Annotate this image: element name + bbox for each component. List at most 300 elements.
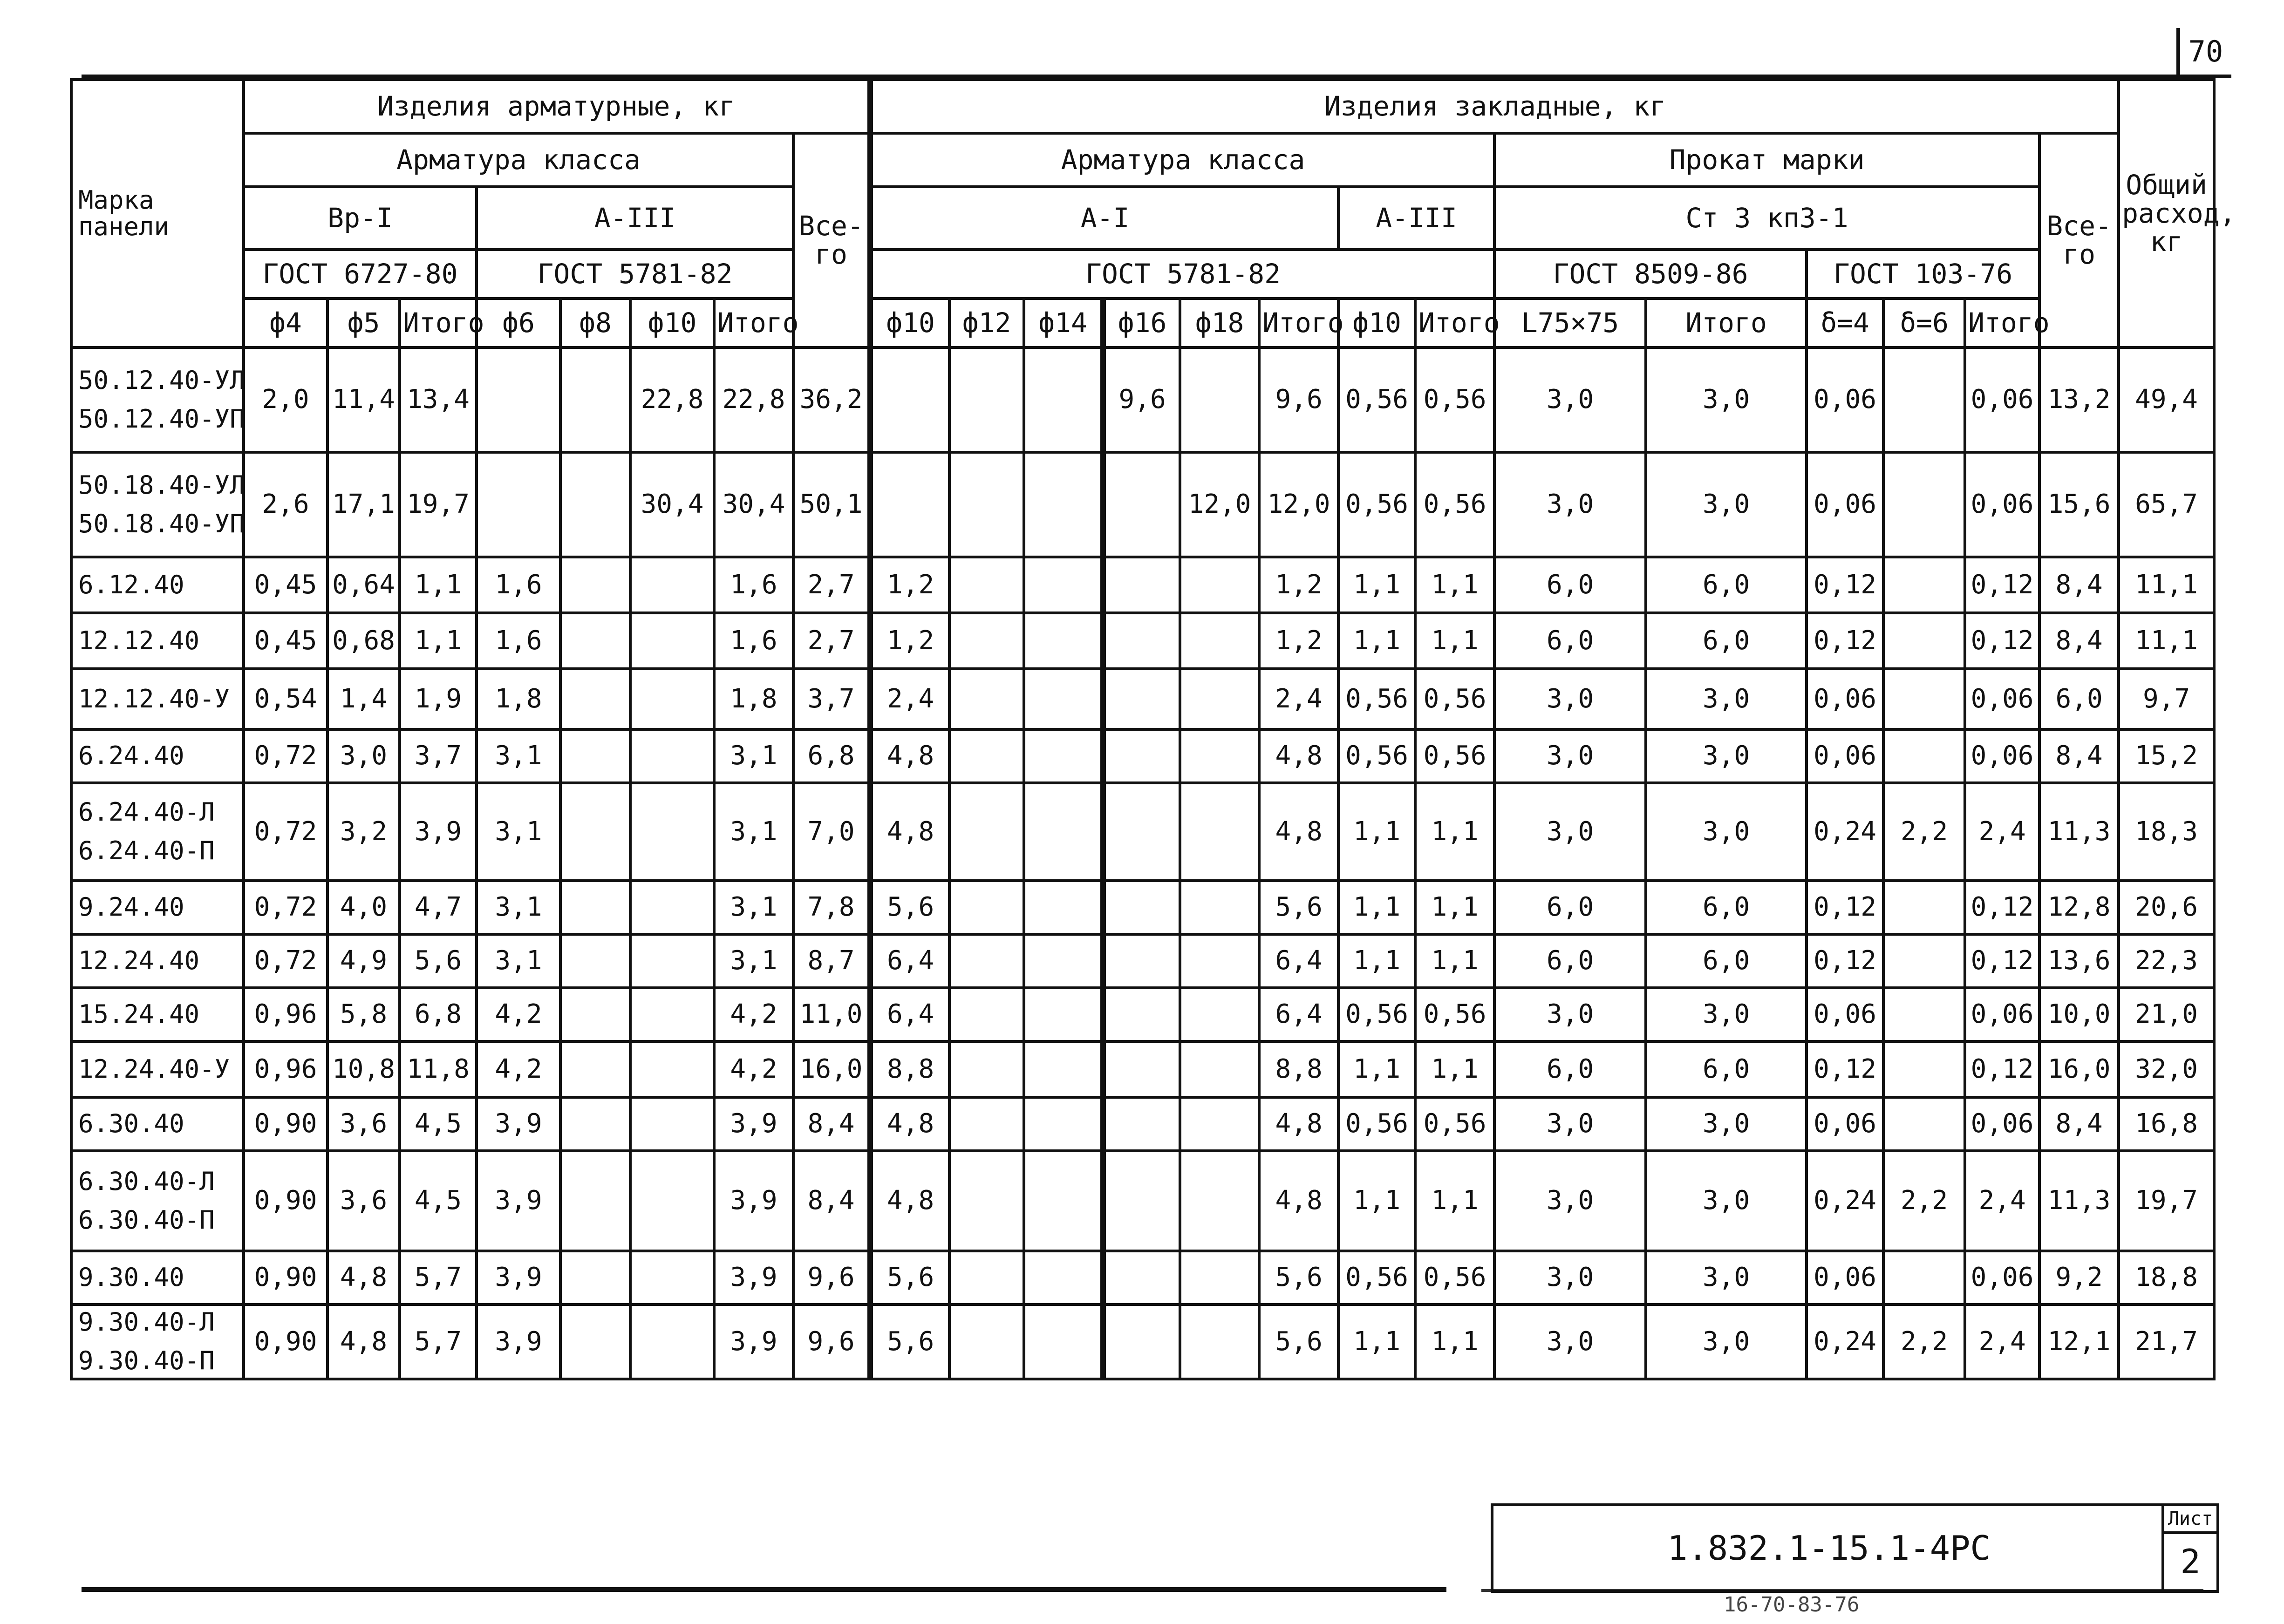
panel-mark [71,1251,244,1305]
table-cell: 0,56 [1338,729,1415,783]
table-cell [560,347,630,452]
table-cell: 2,4 [1259,669,1338,729]
table-cell: 6,0 [1646,613,1807,669]
table-cell: 2,2 [1883,1305,1965,1379]
table-cell: 1,1 [1415,1151,1494,1251]
panel-mark [71,934,244,988]
table-cell: 2,4 [1965,1151,2039,1251]
col-d8: ф8 [560,299,630,347]
table-row [71,613,2214,669]
panel-mark [71,881,244,934]
table-cell [949,1041,1024,1097]
table-cell [630,988,714,1041]
table-cell [949,1151,1024,1251]
table-cell: 8,4 [793,1097,870,1151]
table-cell: 50,1 [793,452,870,557]
table-cell [1024,1251,1103,1305]
table-cell [1103,1041,1180,1097]
table-cell [949,557,1024,613]
table-cell: 0,06 [1965,347,2039,452]
col-t-itogo: Итого [1965,299,2039,347]
table-cell: 3,9 [714,1151,793,1251]
table-cell: 1,1 [1415,613,1494,669]
table-cell [1103,613,1180,669]
table-cell: 0,12 [1807,613,1883,669]
table-cell [1180,1305,1259,1379]
table-cell: 1,4 [327,669,400,729]
panel-mark-primary: 6.24.40 [78,741,184,771]
table-cell: 0,96 [244,1041,327,1097]
table-cell [1024,881,1103,934]
col-e-d14: ф14 [1024,299,1103,347]
table-cell: 22,8 [714,347,793,452]
table-cell: 0,72 [244,934,327,988]
panel-mark [71,1097,244,1151]
table-cell: 3,1 [714,881,793,934]
table-cell: 13,6 [2039,934,2119,988]
reinf-class-header: Арматура класса [244,133,793,187]
panel-mark [71,452,244,557]
table-cell: 4,8 [870,1151,949,1251]
table-cell: 1,9 [400,669,477,729]
table-cell [1103,557,1180,613]
table-cell: 0,12 [1965,934,2039,988]
table-cell: 3,2 [327,783,400,881]
steel-grade: Ст 3 кп3-1 [1494,187,2039,250]
class-a3b: А-III [1338,187,1494,250]
table-cell: 6,4 [870,934,949,988]
table-cell [560,1097,630,1151]
table-cell: 0,56 [1415,669,1494,729]
table-cell: 1,2 [1259,557,1338,613]
table-cell [1024,452,1103,557]
table-cell: 4,8 [1259,1151,1338,1251]
table-row [71,557,2214,613]
panel-mark-primary: 12.12.40 [78,625,200,655]
table-cell [1883,1097,1965,1151]
table-cell: 0,90 [244,1097,327,1151]
table-cell: 0,06 [1807,452,1883,557]
table-cell [1883,729,1965,783]
table-cell: 3,9 [714,1097,793,1151]
table-row [71,452,2214,557]
table-cell [560,452,630,557]
table-cell: 3,0 [1494,1305,1646,1379]
table-cell [560,613,630,669]
col-d4: ф4 [244,299,327,347]
table-cell [1103,452,1180,557]
panel-mark-primary: 9.24.40 [78,892,184,922]
panel-mark-primary: 50.12.40-УЛ [78,365,245,395]
gost-5781a: ГОСТ 5781-82 [477,250,793,299]
panel-mark-primary: 9.30.40 [78,1263,184,1292]
table-cell: 9,6 [1103,347,1180,452]
table-cell: 18,3 [2119,783,2214,881]
sheet-box [2161,1503,2219,1593]
table-cell [1883,881,1965,934]
table-cell: 0,45 [244,557,327,613]
table-cell: 0,56 [1415,347,1494,452]
table-cell: 3,0 [1494,452,1646,557]
table-cell: 8,4 [2039,729,2119,783]
panel-mark-primary: 50.18.40-УЛ [78,470,245,500]
table-cell: 11,8 [400,1041,477,1097]
table-cell [949,347,1024,452]
table-cell: 6,0 [1494,881,1646,934]
table-cell: 0,56 [1415,988,1494,1041]
table-cell: 11,1 [2119,557,2214,613]
table-cell [1024,557,1103,613]
table-cell [1103,988,1180,1041]
table-cell [1103,1251,1180,1305]
table-cell [1024,729,1103,783]
table-row [71,1305,2214,1379]
table-cell [1024,1097,1103,1151]
table-cell: 1,8 [714,669,793,729]
panel-mark-primary: 12.24.40-У [78,1054,230,1084]
table-cell: 2,2 [1883,1151,1965,1251]
table-cell [560,1251,630,1305]
panel-mark [71,783,244,881]
table-cell [560,1041,630,1097]
table-cell: 12,0 [1259,452,1338,557]
table-cell: 0,12 [1965,1041,2039,1097]
panel-mark-header: Марка панели [71,80,244,347]
table-row [71,729,2214,783]
table-cell: 3,0 [1494,988,1646,1041]
table-cell [630,1097,714,1151]
table-cell: 6,0 [1494,613,1646,669]
table-row [71,347,2214,452]
table-cell: 5,7 [400,1251,477,1305]
table-cell [949,934,1024,988]
table-cell [1024,1041,1103,1097]
table-cell [1103,729,1180,783]
table-cell: 1,6 [477,613,560,669]
table-cell [477,452,560,557]
table-cell: 8,8 [870,1041,949,1097]
table-cell: 5,6 [1259,881,1338,934]
table-cell [1103,1305,1180,1379]
table-cell [560,669,630,729]
table-cell: 6,0 [1646,557,1807,613]
table-cell: 30,4 [630,452,714,557]
table-cell: 3,1 [477,729,560,783]
panel-mark-primary: 6.30.40-Л [78,1166,215,1196]
table-cell [630,557,714,613]
table-cell: 0,12 [1807,934,1883,988]
table-row [71,934,2214,988]
table-row [71,1097,2214,1151]
table-cell: 5,7 [400,1305,477,1379]
table-cell: 2,4 [1965,783,2039,881]
table-cell: 9,2 [2039,1251,2119,1305]
table-cell [1883,347,1965,452]
table-cell [1180,934,1259,988]
table-cell [630,729,714,783]
table-cell: 0,06 [1965,669,2039,729]
col-l75: L75×75 [1494,299,1646,347]
table-cell: 4,2 [477,988,560,1041]
table-cell: 11,0 [793,988,870,1041]
table-cell: 3,6 [327,1151,400,1251]
table-cell [1883,988,1965,1041]
table-cell [1180,1151,1259,1251]
col-t6: δ=6 [1883,299,1965,347]
table-cell: 1,8 [477,669,560,729]
table-cell: 22,3 [2119,934,2214,988]
table-cell: 3,0 [1646,452,1807,557]
table-cell: 3,0 [1646,1151,1807,1251]
table-cell: 11,4 [327,347,400,452]
table-cell: 0,56 [1338,347,1415,452]
table-row [71,783,2214,881]
table-cell [1883,452,1965,557]
table-cell [630,1151,714,1251]
table-cell: 1,1 [1415,557,1494,613]
table-cell: 4,8 [870,729,949,783]
table-cell: 0,56 [1338,669,1415,729]
gost-8509: ГОСТ 8509-86 [1494,250,1807,299]
table-cell [1180,881,1259,934]
panel-mark-primary: 6.12.40 [78,570,184,599]
table-cell: 3,0 [1494,1251,1646,1305]
table-cell: 17,1 [327,452,400,557]
col-d5: ф5 [327,299,400,347]
table-cell: 0,06 [1965,452,2039,557]
table-cell: 6,0 [1646,934,1807,988]
table-cell [1180,613,1259,669]
table-cell: 18,8 [2119,1251,2214,1305]
table-cell: 15,6 [2039,452,2119,557]
table-cell: 0,90 [244,1251,327,1305]
table-cell: 0,56 [1415,1251,1494,1305]
table-cell: 3,0 [1646,669,1807,729]
bottom-rule [82,1587,1446,1592]
table-cell: 0,06 [1965,1251,2039,1305]
table-cell: 3,6 [327,1097,400,1151]
table-cell: 3,0 [327,729,400,783]
panel-mark-secondary: 50.18.40-УП [78,509,245,538]
class-vp1: Вр-I [244,187,477,250]
table-cell: 11,1 [2119,613,2214,669]
table-cell: 2,7 [793,557,870,613]
table-cell: 3,1 [714,783,793,881]
table-cell: 6,4 [1259,988,1338,1041]
table-cell: 3,9 [477,1151,560,1251]
table-cell: 0,96 [244,988,327,1041]
col-itogo2: Итого [714,299,793,347]
table-cell: 6,8 [400,988,477,1041]
table-cell: 32,0 [2119,1041,2214,1097]
table-cell [949,783,1024,881]
col-l-itogo: Итого [1646,299,1807,347]
table-cell: 4,2 [714,988,793,1041]
table-cell: 6,4 [870,988,949,1041]
table-cell: 6,0 [2039,669,2119,729]
col-d6: ф6 [477,299,560,347]
table-cell: 0,06 [1965,1097,2039,1151]
table-cell [560,729,630,783]
table-cell: 1,6 [477,557,560,613]
table-cell: 5,6 [1259,1251,1338,1305]
panel-mark [71,1041,244,1097]
table-cell: 1,1 [1415,934,1494,988]
panel-mark-secondary: 6.30.40-П [78,1205,215,1235]
table-cell: 8,8 [1259,1041,1338,1097]
table-cell: 3,0 [1646,1097,1807,1151]
table-cell [560,557,630,613]
table-cell: 12,8 [2039,881,2119,934]
table-cell [630,613,714,669]
table-cell: 6,0 [1494,557,1646,613]
table-cell: 0,56 [1415,729,1494,783]
table-cell [1024,783,1103,881]
table-cell: 3,0 [1646,729,1807,783]
sheet-number: 2 [2180,1542,2201,1581]
col-itogo1: Итого [400,299,477,347]
table-cell: 1,1 [1415,881,1494,934]
table-cell: 3,1 [477,783,560,881]
table-cell: 9,6 [793,1251,870,1305]
table-cell: 3,0 [1494,729,1646,783]
table-cell: 4,5 [400,1097,477,1151]
col-e-d10: ф10 [870,299,949,347]
table-cell: 9,6 [793,1305,870,1379]
table-cell: 20,6 [2119,881,2214,934]
col-e3-d10: ф10 [1338,299,1415,347]
table-cell [630,881,714,934]
table-cell: 0,56 [1415,1097,1494,1151]
table-cell: 16,8 [2119,1097,2214,1151]
table-cell: 10,8 [327,1041,400,1097]
table-cell [1883,934,1965,988]
table-cell: 1,1 [1338,613,1415,669]
table-cell: 3,0 [1494,1151,1646,1251]
table-cell [1180,347,1259,452]
table-cell: 4,2 [714,1041,793,1097]
panel-mark [71,669,244,729]
table-cell: 16,0 [793,1041,870,1097]
table-cell [1180,729,1259,783]
gost-103: ГОСТ 103-76 [1807,250,2039,299]
table-cell: 1,1 [1415,1305,1494,1379]
table-cell: 16,0 [2039,1041,2119,1097]
table-cell [630,669,714,729]
table-cell [870,452,949,557]
table-cell [560,1151,630,1251]
table-cell: 6,0 [1646,881,1807,934]
table-cell: 3,0 [1494,669,1646,729]
table-cell [949,988,1024,1041]
table-cell [630,1251,714,1305]
table-cell [1180,669,1259,729]
table-cell: 0,24 [1807,1151,1883,1251]
table-row [71,669,2214,729]
embed-group-header: Изделия закладные, кг [870,80,2119,133]
table-cell [1883,669,1965,729]
table-cell [560,1305,630,1379]
table-cell: 15,2 [2119,729,2214,783]
table-cell [560,934,630,988]
table-cell: 0,56 [1415,452,1494,557]
table-cell: 11,3 [2039,783,2119,881]
table-cell: 3,1 [477,934,560,988]
table-cell: 6,0 [1494,1041,1646,1097]
table-cell: 4,8 [327,1251,400,1305]
table-cell: 0,90 [244,1305,327,1379]
table-cell [1024,934,1103,988]
table-cell: 6,8 [793,729,870,783]
table-cell: 19,7 [2119,1151,2214,1251]
reinf-group-header: Изделия арматурные, кг [244,80,870,133]
table-cell [1103,1097,1180,1151]
page-number: 70 [2176,28,2231,78]
table-cell: 3,0 [1646,1305,1807,1379]
class-a1: А-I [870,187,1338,250]
table-cell: 1,1 [1415,1041,1494,1097]
table-cell: 3,0 [1494,783,1646,881]
table-cell: 0,56 [1338,452,1415,557]
class-a3: А-III [477,187,793,250]
table-cell [870,347,949,452]
table-cell: 2,4 [870,669,949,729]
table-cell: 4,8 [327,1305,400,1379]
table-row [71,1251,2214,1305]
table-cell [949,1251,1024,1305]
table-cell: 5,6 [870,1305,949,1379]
table-cell: 3,1 [714,934,793,988]
table-cell: 7,0 [793,783,870,881]
table-cell: 8,4 [2039,557,2119,613]
panel-mark [71,1305,244,1379]
table-cell: 0,54 [244,669,327,729]
table-cell: 0,72 [244,881,327,934]
table-cell: 8,4 [793,1151,870,1251]
col-e3-itogo: Итого [1415,299,1494,347]
table-row [71,881,2214,934]
table-cell [949,881,1024,934]
table-cell: 30,4 [714,452,793,557]
col-e-d12: ф12 [949,299,1024,347]
table-cell: 3,9 [400,783,477,881]
panel-mark-primary: 9.30.40-Л [78,1307,215,1337]
panel-mark-primary: 12.12.40-У [78,684,230,713]
table-cell: 36,2 [793,347,870,452]
table-cell: 0,06 [1807,988,1883,1041]
table-cell: 0,12 [1807,881,1883,934]
table-cell: 4,5 [400,1151,477,1251]
table-cell [630,1305,714,1379]
table-cell: 3,1 [714,729,793,783]
table-cell: 0,12 [1807,1041,1883,1097]
panel-mark [71,729,244,783]
total-embed-header: Все-го [2039,133,2119,347]
sheet-label: Лист [2164,1506,2216,1534]
total-all-header: Общий расход, кг [2119,80,2214,347]
panel-mark-secondary: 6.24.40-П [78,836,215,865]
table-cell [1180,557,1259,613]
reinforcement-table [70,78,2236,1380]
table-cell: 10,0 [2039,988,2119,1041]
embed-reinf-class-header: Арматура класса [870,133,1494,187]
table-cell: 3,9 [477,1097,560,1151]
rolled-grade-header: Прокат марки [1494,133,2039,187]
panel-mark [71,988,244,1041]
panel-mark [71,347,244,452]
table-cell: 6,0 [1494,934,1646,988]
table-cell: 8,4 [2039,613,2119,669]
